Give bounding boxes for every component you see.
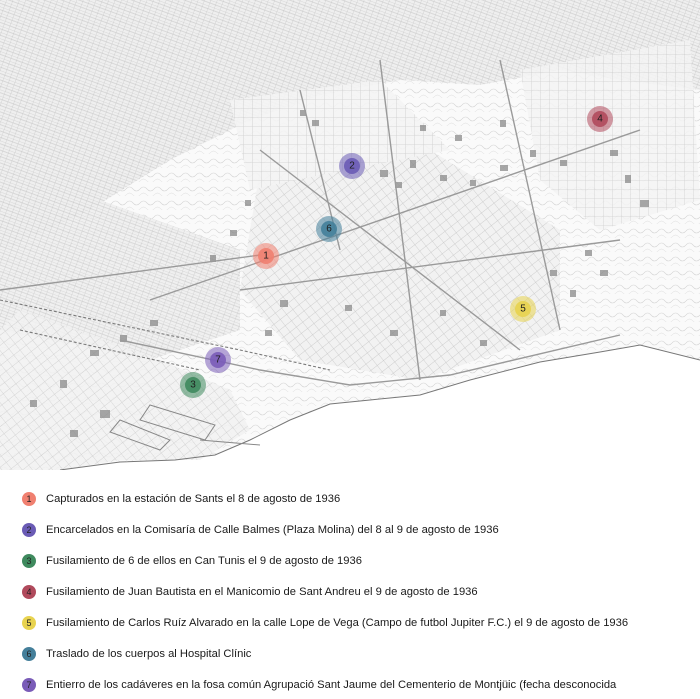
legend-item bbox=[22, 519, 499, 541]
marker-number: 3 bbox=[190, 379, 196, 391]
legend-number-badge: 5 bbox=[22, 616, 36, 630]
marker-number: 6 bbox=[326, 223, 332, 235]
map-marker-7 bbox=[205, 347, 231, 373]
legend-item-label: Capturados en la estación de Sants el 8 de agosto de 1936 bbox=[46, 493, 341, 505]
legend-number-badge: 3 bbox=[22, 554, 36, 568]
legend-item bbox=[22, 581, 478, 603]
map-marker-2 bbox=[339, 153, 365, 179]
marker-number: 2 bbox=[349, 160, 355, 172]
legend-item bbox=[22, 643, 251, 665]
legend-number-badge: 4 bbox=[22, 585, 36, 599]
legend-item-label: Traslado de los cuerpos al Hospital Clínic bbox=[46, 648, 252, 660]
legend-number-badge: 6 bbox=[22, 647, 36, 661]
legend-item-label: Fusilamiento de Carlos Ruíz Alvarado en la calle Lope de Vega (Campo de futbol Jupiter F.C.) el 9 de agosto de 1936 bbox=[46, 617, 629, 629]
legend-item bbox=[22, 612, 628, 634]
legend-item-label: Entierro de los cadáveres en la fosa común Agrupació Sant Jaume del Cementerio de Montjüic (fecha desconocida bbox=[46, 679, 617, 691]
marker-number: 5 bbox=[520, 303, 526, 315]
legend-number-badge: 7 bbox=[22, 678, 36, 692]
marker-number: 7 bbox=[215, 354, 221, 366]
map-marker-3 bbox=[180, 372, 206, 398]
map-marker-5 bbox=[510, 296, 536, 322]
legend-item bbox=[22, 488, 340, 510]
legend-number-badge: 2 bbox=[22, 523, 36, 537]
legend-item-label: Encarcelados en la Comisaría de Calle Balmes (Plaza Molina) del 8 al 9 de agosto de 1936 bbox=[46, 524, 499, 536]
legend-item-label: Fusilamiento de 6 de ellos en Can Tunis el 9 de agosto de 1936 bbox=[46, 555, 362, 567]
map-marker-1 bbox=[253, 243, 279, 269]
legend-item bbox=[22, 674, 616, 696]
legend bbox=[0, 480, 700, 699]
map-marker-4 bbox=[587, 106, 613, 132]
legend-number-badge: 1 bbox=[22, 492, 36, 506]
marker-number: 1 bbox=[263, 250, 269, 262]
map-marker-6 bbox=[316, 216, 342, 242]
legend-item bbox=[22, 550, 362, 572]
marker-number: 4 bbox=[597, 113, 603, 125]
legend-item-label: Fusilamiento de Juan Bautista en el Manicomio de Sant Andreu el 9 de agosto de 1936 bbox=[46, 586, 478, 598]
